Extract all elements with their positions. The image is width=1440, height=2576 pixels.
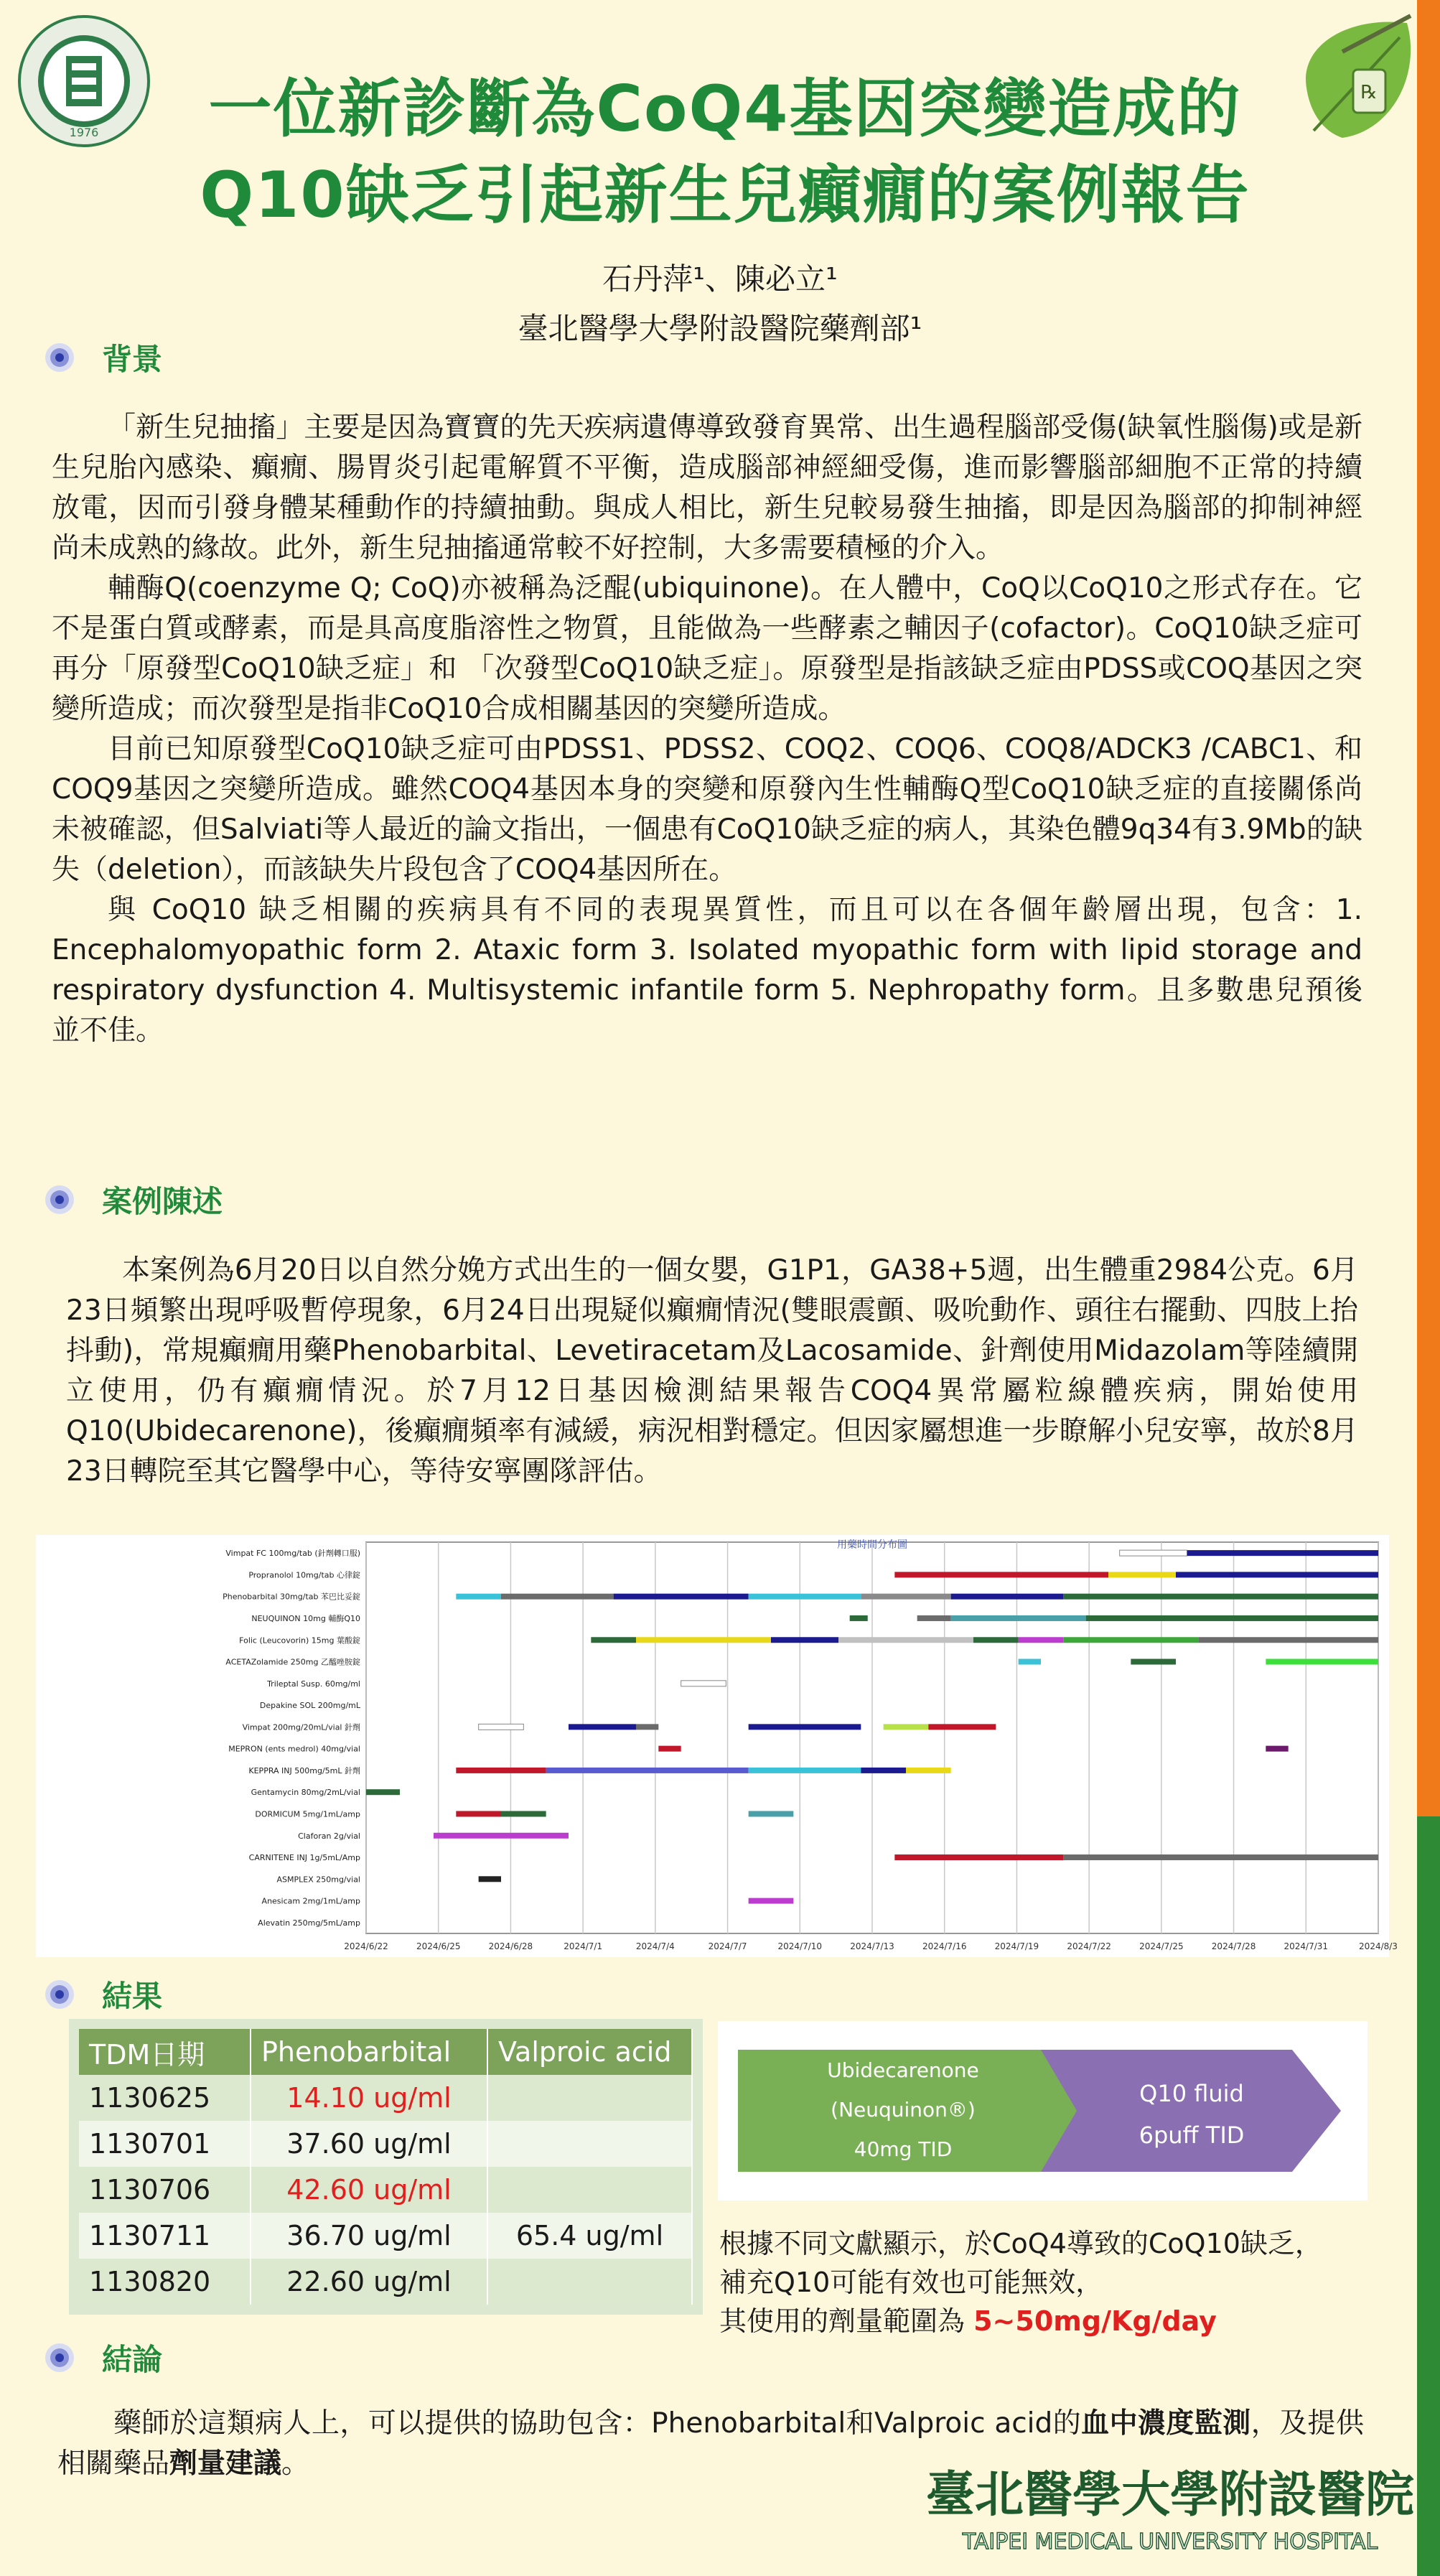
medication-timeline-chart [36, 1535, 1398, 1957]
row-label: Vimpat FC 100mg/tab (針劑轉口服) [225, 1549, 360, 1559]
timeline-bar [1120, 1550, 1187, 1556]
tdm-cell-date: 1130711 [79, 2213, 251, 2259]
timeline-bar [1187, 1550, 1378, 1556]
timeline-bar [861, 1768, 906, 1773]
timeline-bar [366, 1789, 400, 1795]
x-tick-label: 2024/7/22 [1067, 1941, 1111, 1951]
timeline-bar [501, 1811, 546, 1816]
tdm-col-valproic: Valproic acid [487, 2029, 692, 2075]
background-paragraph-2: 輔酶Q(coenzyme Q; CoQ)亦被稱為泛醌(ubiquinone)。在人體中，CoQ以CoQ10之形式存在。它不是蛋白質或酵素，而是具高度脂溶性之物質，且能做為一些酵素之輔因子(cofactor)。CoQ10缺乏症可再分「原發型CoQ10缺乏症」和 「次發型CoQ10缺乏症」。原發型是指該缺乏症由PDSS或COQ基因之突變所造成；而次發型是指非CoQ10合成相關基因的突變所造成。 [52, 572, 1362, 725]
x-tick-label: 2024/6/28 [488, 1941, 533, 1951]
tdm-cell-valproic: 65.4 ug/ml [487, 2213, 692, 2259]
result-note-line-1: 根據不同文獻顯示，於CoQ4導致的CoQ10缺乏， [719, 2228, 1322, 2259]
timeline-bar [479, 1876, 501, 1882]
x-tick-label: 2024/7/10 [777, 1941, 823, 1951]
conclusion-emphasis: 血中濃度監測 [1081, 2407, 1251, 2440]
spiral-bullet-icon [43, 1978, 76, 2011]
background-text [52, 408, 1362, 1051]
tdm-cell-date: 1130625 [79, 2075, 251, 2121]
timeline-bar [894, 1854, 1063, 1860]
x-tick-label: 2024/7/16 [922, 1941, 967, 1951]
x-tick-label: 2024/7/28 [1211, 1941, 1256, 1951]
tdm-cell-phenobarbital: 42.60 ug/ml [251, 2167, 487, 2213]
svg-text:℞: ℞ [1360, 82, 1378, 103]
timeline-bar [951, 1615, 1086, 1621]
result-note [719, 2224, 1322, 2341]
timeline-bar [928, 1724, 996, 1730]
university-seal-logo [16, 13, 152, 149]
row-label: NEUQUINON 10mg 輔酶Q10 [251, 1613, 360, 1623]
conclusion-part: 。 [281, 2447, 310, 2480]
x-tick-label: 2024/7/7 [708, 1941, 747, 1951]
timeline-bar [614, 1594, 749, 1600]
section-title: 案例陳述 [102, 1184, 223, 1219]
conclusion-part: 藥師於這類病人上，可以提供的協助包含：Phenobarbital和Valproic acid的 [113, 2407, 1082, 2440]
timeline-bar [636, 1637, 771, 1643]
section-heading-background [43, 336, 162, 379]
timeline-bar [861, 1594, 950, 1600]
flow-step-1-line-3: 40mg TID [854, 2137, 953, 2161]
timeline-bar [569, 1724, 636, 1730]
x-tick-label: 2024/6/22 [344, 1941, 388, 1951]
chart-title: 用藥時間分布圖 [837, 1539, 907, 1551]
background-paragraph-1: 「新生兒抽搐」主要是因為寶寶的先天疾病遺傳導致發育異常、出生過程腦部受傷(缺氧性腦傷)或是新生兒胎內感染、癲癇、腸胃炎引起電解質不平衡，造成腦部神經細受傷，進而影響腦部細胞不正常的持續放電，因而引發身體某種動作的持續抽動。與成人相比，新生兒較易發生抽搐，即是因為腦部的抑制神經尚未成熟的緣故。此外，新生兒抽搐通常較不好控制，大多需要積極的介入。 [52, 411, 1362, 564]
timeline-bar [1019, 1637, 1064, 1643]
treatment-flow-diagram [718, 2021, 1367, 2201]
title-line-2: Q10缺乏引起新生兒癲癇的案例報告 [200, 158, 1250, 232]
tdm-row [79, 2167, 692, 2213]
result-note-prefix: 其使用的劑量範圍為 [719, 2305, 966, 2337]
row-label: Anesicam 2mg/1mL/amp [261, 1896, 360, 1906]
tdm-cell-phenobarbital: 37.60 ug/ml [251, 2121, 487, 2167]
timeline-bar [1019, 1659, 1041, 1665]
flow-step-1-line-2: (Neuquinon®) [831, 2098, 976, 2122]
row-label: Phenobarbital 30mg/tab 苯巴比妥錠 [223, 1592, 360, 1602]
row-label: Alevatin 250mg/5mL/amp [258, 1918, 360, 1928]
spiral-bullet-icon [43, 1183, 76, 1216]
x-tick-label: 2024/7/1 [564, 1941, 603, 1951]
timeline-bar [456, 1768, 546, 1773]
tdm-cell-valproic [487, 2259, 692, 2305]
timeline-bar [1266, 1746, 1288, 1752]
timeline-bar [501, 1594, 614, 1600]
section-title: 結果 [102, 1979, 163, 2014]
timeline-bar [479, 1724, 524, 1730]
section-heading-results [43, 1973, 162, 2016]
case-paragraph: 本案例為6月20日以自然分娩方式出生的一個女嬰，G1P1，GA38+5週，出生體重2984公克。6月23日頻繁出現呼吸暫停現象，6月24日出現疑似癲癇情況(雙眼震顫、吸吮動作、頭往右擺動、四肢上抬抖動)，常規癲癇用藥Phenobarbital、Levetiracetam及Lacosamide、針劑使用Midazolam等陸續開立使用，仍有癲癇情況。於7月12日基因檢測結果報告COQ4異常屬粒線體疾病，開始使用Q10(Ubidecarenone)，後癲癇頻率有減緩，病況相對穩定。但因家屬想進一步瞭解小兒安寧，故於8月23日轉院至其它醫學中心，等待安寧團隊評估。 [66, 1254, 1358, 1488]
case-text [66, 1251, 1358, 1492]
title-line-1: 一位新診斷為CoQ4基因突變造成的 [208, 72, 1242, 146]
timeline-bar [658, 1746, 681, 1752]
row-label: Vimpat 200mg/20mL/vial 針劑 [242, 1722, 360, 1732]
tdm-header-row [79, 2029, 692, 2075]
row-label: Depakine SOL 200mg/mL [259, 1701, 360, 1711]
timeline-bar [1176, 1572, 1378, 1577]
tdm-cell-date: 1130701 [79, 2121, 251, 2167]
section-heading-conclusion [43, 2336, 162, 2379]
timeline-bar [1131, 1659, 1176, 1665]
conclusion-part: ，及提供相關藥品 [57, 2407, 1364, 2480]
tdm-cell-phenobarbital: 14.10 ug/ml [251, 2075, 487, 2121]
timeline-bar [838, 1637, 973, 1643]
timeline-bar [1198, 1637, 1378, 1643]
x-tick-label: 2024/7/31 [1284, 1941, 1329, 1951]
x-tick-label: 2024/6/25 [416, 1941, 461, 1951]
timeline-bar [636, 1724, 658, 1730]
pharmacy-leaf-logo [1285, 9, 1429, 152]
timeline-bar [884, 1724, 929, 1730]
timeline-bar [749, 1768, 861, 1773]
tdm-col-date: TDM日期 [79, 2029, 251, 2075]
timeline-bar [749, 1724, 861, 1730]
row-label: Claforan 2g/vial [298, 1831, 360, 1841]
tdm-row [79, 2075, 692, 2121]
timeline-bar [1063, 1594, 1378, 1600]
row-label: Trileptal Susp. 60mg/ml [267, 1679, 360, 1689]
tdm-cell-phenobarbital: 22.60 ug/ml [251, 2259, 487, 2305]
flow-step-1-line-1: Ubidecarenone [827, 2058, 979, 2082]
section-title: 結論 [102, 2342, 163, 2377]
tdm-table [79, 2029, 693, 2305]
timeline-bar [973, 1637, 1019, 1643]
section-heading-case [43, 1178, 223, 1221]
x-tick-label: 2024/8/3 [1359, 1941, 1398, 1951]
tdm-cell-phenobarbital: 36.70 ug/ml [251, 2213, 487, 2259]
tdm-row [79, 2213, 692, 2259]
tdm-cell-date: 1130820 [79, 2259, 251, 2305]
x-tick-label: 2024/7/4 [635, 1941, 675, 1951]
hospital-name: 臺北醫學大學附設醫院 [925, 2466, 1415, 2524]
hospital-logo [926, 2454, 1414, 2569]
timeline-bar [771, 1637, 838, 1643]
row-label: ACETAZolamide 250mg 乙醯唑胺錠 [225, 1657, 360, 1667]
timeline-bar [1063, 1854, 1378, 1860]
spiral-bullet-icon [43, 341, 76, 374]
tdm-row [79, 2259, 692, 2305]
timeline-bar [1108, 1572, 1176, 1577]
tdm-cell-valproic [487, 2167, 692, 2213]
timeline-bar [951, 1594, 1064, 1600]
hospital-english-name: TAIPEI MEDICAL UNIVERSITY HOSPITAL [962, 2529, 1378, 2554]
timeline-bar [1266, 1659, 1378, 1665]
flow-step-2-arrow [1041, 2050, 1341, 2172]
timeline-bar [749, 1594, 861, 1600]
x-tick-label: 2024/7/19 [994, 1941, 1039, 1951]
row-label: ASMPLEX 250mg/vial [276, 1875, 360, 1885]
tdm-cell-valproic [487, 2075, 692, 2121]
tdm-cell-date: 1130706 [79, 2167, 251, 2213]
timeline-bar [681, 1681, 726, 1686]
section-title: 背景 [102, 342, 163, 377]
x-tick-label: 2024/7/25 [1139, 1941, 1184, 1951]
seal-year: 1976 [69, 126, 99, 139]
right-green-stripe [1417, 1816, 1440, 2576]
spiral-bullet-icon [43, 2341, 76, 2374]
timeline-bar [749, 1898, 794, 1904]
row-label: DORMICUM 5mg/1mL/amp [255, 1809, 360, 1819]
row-label: Propranolol 10mg/tab 心律錠 [248, 1570, 360, 1580]
affiliation: 臺北醫學大學附設醫院藥劑部¹ [518, 311, 922, 346]
timeline-bar [434, 1833, 569, 1839]
row-label: KEPPRA INJ 500mg/5mL 針劑 [248, 1765, 360, 1775]
timeline-bar [850, 1615, 868, 1621]
background-paragraph-4: 與 CoQ10 缺乏相關的疾病具有不同的表現異質性，而且可以在各個年齡層出現，包含：1. Encephalomyopathic form 2. Ataxic form 3. Isolated myopathic form with lipid storage and respiratory dysfunction 4. Multisystemic infantile form 5. Nephropathy form。且多數患兒預後並不佳。 [52, 894, 1362, 1047]
timeline-bar [906, 1768, 951, 1773]
result-note-line-2: 補充Q10可能有效也可能無效， [719, 2267, 1103, 2298]
dose-range: 5~50mg/Kg/day [973, 2305, 1217, 2337]
tdm-cell-valproic [487, 2121, 692, 2167]
x-tick-label: 2024/7/13 [850, 1941, 894, 1951]
tdm-col-phenobarbital: Phenobarbital [251, 2029, 487, 2075]
flow-step-2-line-1: Q10 fluid [1139, 2080, 1244, 2107]
timeline-bar [546, 1768, 749, 1773]
flow-step-2-line-2: 6puff TID [1139, 2122, 1245, 2149]
timeline-bar [456, 1811, 501, 1816]
timeline-bar [1086, 1615, 1378, 1621]
timeline-bar [917, 1615, 951, 1621]
tdm-row [79, 2121, 692, 2167]
conclusion-emphasis: 劑量建議 [169, 2447, 282, 2480]
background-paragraph-3: 目前已知原發型CoQ10缺乏症可由PDSS1、PDSS2、COQ2、COQ6、COQ8/ADCK3 /CABC1、和COQ9基因之突變所造成。雖然COQ4基因本身的突變和原發內生性輔酶Q型CoQ10缺乏症的直接關係尚未被確認，但Salviati等人最近的論文指出，一個患有CoQ10缺乏症的病人，其染色體9q34有3.9Mb的缺失（deletion），而該缺失片段包含了COQ4基因所在。 [52, 733, 1362, 886]
row-label: Folic (Leucovorin) 15mg 葉酸錠 [239, 1635, 360, 1646]
authors: 石丹萍¹、陳必立¹ [602, 261, 838, 297]
timeline-bar [1063, 1637, 1198, 1643]
row-label: CARNITENE INJ 1g/5mL/Amp [248, 1853, 360, 1863]
timeline-bar [749, 1811, 794, 1816]
timeline-bar [456, 1594, 501, 1600]
row-label: Gentamycin 80mg/2mL/vial [251, 1788, 360, 1798]
result-note-line-3 [719, 2302, 1322, 2341]
row-label: MEPRON (ents medrol) 40mg/vial [228, 1744, 360, 1754]
timeline-bar [591, 1637, 636, 1643]
timeline-bar [894, 1572, 1108, 1577]
